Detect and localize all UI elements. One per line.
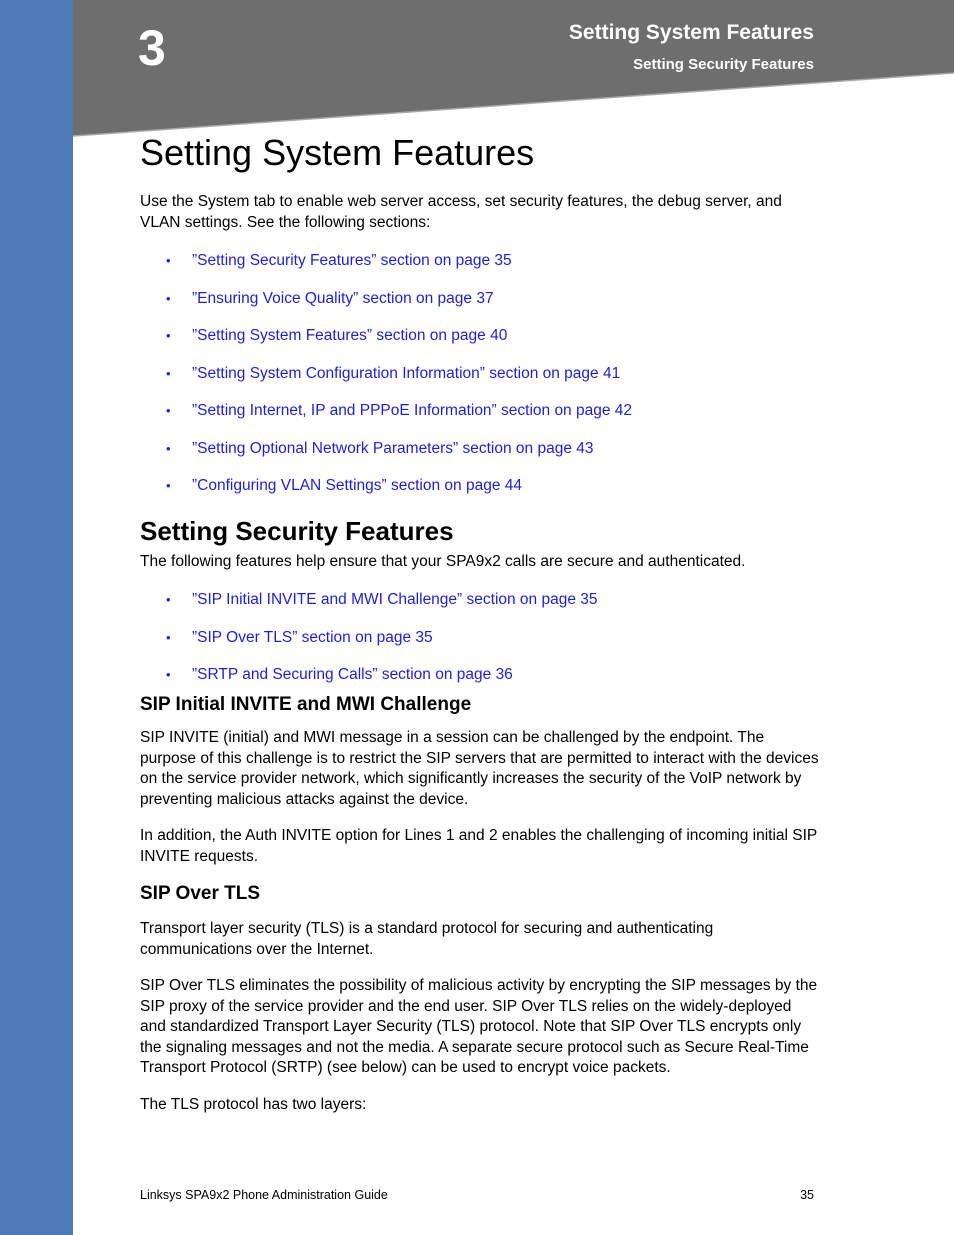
bullet-icon: • xyxy=(166,328,171,343)
header-section-title: Setting Security Features xyxy=(633,56,814,73)
section-link[interactable]: ”Configuring VLAN Settings” section on page 44 xyxy=(192,477,523,494)
bullet-icon: • xyxy=(166,478,171,493)
section-link[interactable]: ”SIP Initial INVITE and MWI Challenge” section on page 35 xyxy=(192,591,598,608)
section-link[interactable]: ”Ensuring Voice Quality” section on page 37 xyxy=(192,289,494,307)
list-item[interactable] xyxy=(140,401,820,439)
chapter-header-band xyxy=(73,0,954,140)
sip-invite-heading: SIP Initial INVITE and MWI Challenge xyxy=(140,694,472,715)
system-sections-list xyxy=(140,251,820,514)
security-heading: Setting Security Features xyxy=(140,515,454,546)
sip-tls-heading: SIP Over TLS xyxy=(140,883,261,904)
bullet-icon: • xyxy=(166,365,171,381)
tls-layers-paragraph: The TLS protocol has two layers: xyxy=(140,1095,367,1113)
section-link[interactable]: ”SRTP and Securing Calls” section on page 36 xyxy=(192,666,513,683)
security-intro: The following features help ensure that your SPA9x2 calls are secure and authenticated. xyxy=(140,552,746,570)
list-item[interactable] xyxy=(140,476,820,514)
bullet-icon: • xyxy=(166,440,171,456)
page-content xyxy=(140,130,820,1115)
list-item[interactable] xyxy=(140,628,820,666)
bullet-icon: • xyxy=(166,629,171,645)
list-item[interactable] xyxy=(140,439,820,477)
list-item[interactable] xyxy=(140,590,820,628)
list-item[interactable] xyxy=(140,326,820,364)
section-link[interactable]: ”Setting Security Features” section on page 35 xyxy=(192,252,512,269)
auth-invite-paragraph: In addition, the Auth INVITE option for Lines 1 and 2 enables the challenging of incoming initial SIP INVITE requests. xyxy=(140,827,817,865)
chapter-number: 3 xyxy=(138,20,166,76)
intro-paragraph: Use the System tab to enable web server access, set security features, the debug server, and VLAN settings. See the following sections: xyxy=(140,193,782,231)
footer-page-number: 35 xyxy=(800,1188,814,1202)
section-link[interactable]: ”Setting System Features” section on page 40 xyxy=(192,327,508,344)
list-item[interactable] xyxy=(140,289,820,327)
header-chapter-title: Setting System Features xyxy=(568,21,814,44)
list-item[interactable] xyxy=(140,251,820,289)
tls-detail-paragraph: SIP Over TLS eliminates the possibility of malicious activity by encrypting the SIP messages by the SIP proxy of the service provider and the end user. SIP Over TLS relies on the widely-deployed and standardized Transport Layer Security (TLS) protocol. Note that SIP Over TLS encrypts only the signaling messages and not the media. A separate secure protocol such as Secure Real-Time Transport Protocol (SRTP) (see below) can be used to encrypt voice packets. xyxy=(140,977,818,1076)
sip-invite-paragraph: SIP INVITE (initial) and MWI message in a session can be challenged by the endpoint. The purpose of this challenge is to restrict the SIP servers that are permitted to interact with the devices on the service provider network, which significantly increases the security of the VoIP network by preventing malicious attacks against the device. xyxy=(140,729,819,808)
section-link[interactable]: ”Setting Internet, IP and PPPoE Information” section on page 42 xyxy=(192,402,633,419)
bullet-icon: • xyxy=(166,667,171,682)
security-sections-list xyxy=(140,590,820,692)
section-link[interactable]: ”Setting System Configuration Information” section on page 41 xyxy=(192,364,621,382)
page-title: Setting System Features xyxy=(140,132,535,173)
bullet-icon: • xyxy=(166,290,171,306)
footer-guide-title: Linksys SPA9x2 Phone Administration Guide xyxy=(140,1188,388,1202)
list-item[interactable] xyxy=(140,364,820,402)
left-accent-bar xyxy=(0,0,73,1235)
tls-definition-paragraph: Transport layer security (TLS) is a standard protocol for securing and authenticating communications over the Internet. xyxy=(140,920,714,958)
bullet-icon: • xyxy=(166,403,171,418)
list-item[interactable] xyxy=(140,665,820,692)
section-link[interactable]: ”SIP Over TLS” section on page 35 xyxy=(192,628,433,646)
bullet-icon: • xyxy=(166,592,171,607)
section-link[interactable]: ”Setting Optional Network Parameters” section on page 43 xyxy=(192,439,594,457)
bullet-icon: • xyxy=(166,253,171,268)
